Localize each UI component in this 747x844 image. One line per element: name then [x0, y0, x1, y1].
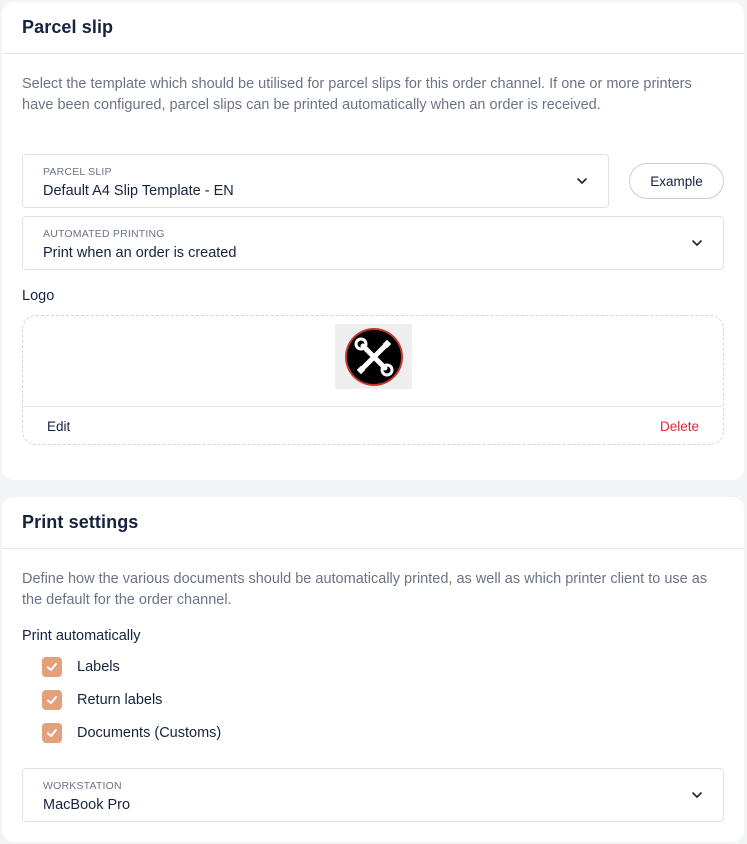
- chevron-down-icon: [691, 789, 703, 801]
- chevron-down-icon: [576, 175, 588, 187]
- automated-printing-select[interactable]: [22, 216, 724, 270]
- checkmark-icon: [46, 694, 58, 706]
- logo-actions: [23, 406, 723, 445]
- parcel-slip-template-label: PARCEL SLIP: [43, 166, 112, 178]
- logo-dropzone[interactable]: [22, 315, 724, 445]
- wrench-screwdriver-logo-icon: [344, 327, 404, 387]
- print-settings-title: Print settings: [22, 512, 139, 532]
- labels-checkbox-label: Labels: [77, 659, 120, 675]
- print-automatically-label: Print automatically: [22, 628, 141, 644]
- parcel-slip-card: [2, 2, 744, 480]
- logo-label: Logo: [22, 288, 55, 304]
- parcel-slip-template-value: Default A4 Slip Template - EN: [43, 183, 234, 199]
- logo-preview: [335, 324, 412, 389]
- automated-printing-label: AUTOMATED PRINTING: [43, 228, 165, 240]
- logo-delete-link[interactable]: Delete: [659, 418, 699, 434]
- documents-customs-checkbox-row[interactable]: [42, 723, 221, 743]
- workstation-label: WORKSTATION: [43, 780, 122, 792]
- labels-checkbox[interactable]: [42, 657, 62, 677]
- parcel-slip-title: Parcel slip: [22, 17, 114, 37]
- labels-checkbox-row[interactable]: [42, 657, 120, 677]
- checkmark-icon: [46, 727, 58, 739]
- print-settings-card: [2, 497, 744, 842]
- workstation-select[interactable]: [22, 768, 724, 822]
- return-labels-checkbox-row[interactable]: [42, 690, 162, 710]
- example-button[interactable]: Example: [629, 163, 724, 199]
- chevron-down-icon: [691, 237, 703, 249]
- return-labels-checkbox-label: Return labels: [77, 692, 163, 708]
- print-settings-header: [2, 497, 744, 549]
- documents-customs-checkbox-label: Documents (Customs): [77, 725, 222, 741]
- documents-customs-checkbox[interactable]: [42, 723, 62, 743]
- return-labels-checkbox[interactable]: [42, 690, 62, 710]
- workstation-value: MacBook Pro: [43, 797, 131, 813]
- parcel-slip-header: [2, 2, 744, 54]
- parcel-slip-description: Select the template which should be utilised for parcel slips for this order channel. If one or more printers have been configured, parcel slips can be printed automatically when an order is received.: [22, 76, 692, 113]
- print-settings-description: Define how the various documents should be automatically printed, as well as which printer client to use as the default for the order channel.: [22, 571, 708, 608]
- automated-printing-value: Print when an order is created: [43, 245, 237, 261]
- logo-edit-link[interactable]: Edit: [47, 418, 71, 434]
- parcel-slip-template-select[interactable]: [22, 154, 609, 208]
- checkmark-icon: [46, 661, 58, 673]
